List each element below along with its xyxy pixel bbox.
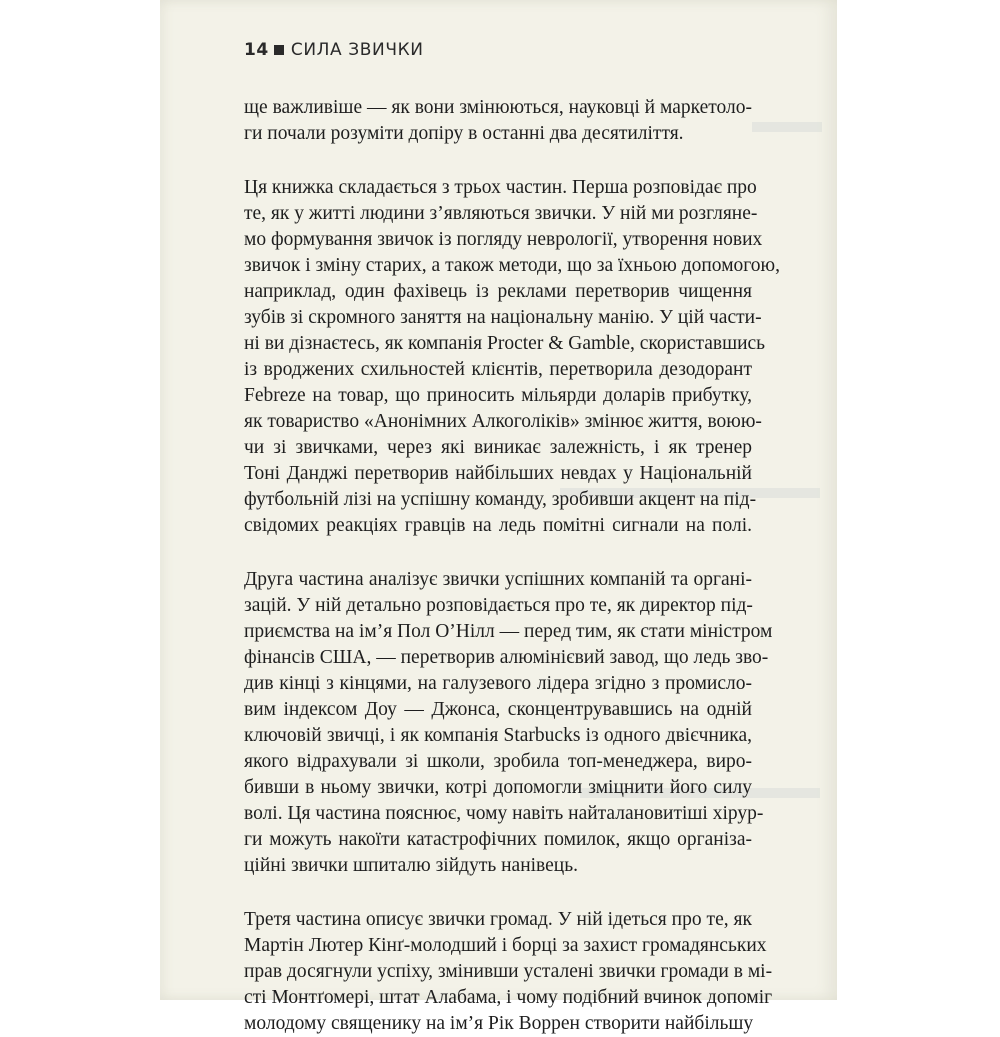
text-line: якого відрахували зі школи, зробила топ-менеджера, виро- <box>244 751 752 772</box>
text-line: те, як у житті людини з’являються звички. У ній ми розгляне- <box>244 203 758 224</box>
text-line: мо формування звичок із погляду неврології, утворення нових <box>244 229 763 250</box>
text-line: бивши в ньому звички, котрі допомогли зміцнити його силу <box>244 777 752 798</box>
text-line: ційні звички шпиталю зійдуть нанівець. <box>244 855 579 876</box>
text-line: волі. Ця частина пояснює, чому навіть найталановитіші хірур- <box>244 803 764 824</box>
bleed-through-mark <box>752 122 822 132</box>
text-line: Друга частина аналізує звички успішних компаній та органі- <box>244 569 752 590</box>
text-line: приємства на ім’я Пол О’Нілл — перед тим, як стати міністром <box>244 621 773 642</box>
running-head <box>244 40 424 60</box>
text-line: чи зі звичками, через які виникає залежність, і як тренер <box>244 437 752 458</box>
book-page <box>160 0 837 1034</box>
paragraph <box>244 95 752 147</box>
text-line: ги почали розуміти допіру в останні два десятиліття. <box>244 123 684 144</box>
text-line: Мартін Лютер Кінґ-молодший і борці за захист громадянських <box>244 935 767 956</box>
page-number: 14 <box>244 40 269 60</box>
text-line: Ця книжка складається з трьох частин. Перша розповідає про <box>244 177 757 198</box>
paragraph <box>244 175 780 539</box>
text-line: звичок і зміну старих, а також методи, що за їхньою допомогою, <box>244 255 780 276</box>
text-line: ще важливіше — як вони змінюються, науковці й маркетоло- <box>244 97 752 118</box>
paragraph <box>244 907 773 1037</box>
text-line: Тоні Данджі перетворив найбільших невдах у Національній <box>244 463 752 484</box>
square-bullet-icon <box>274 45 284 55</box>
text-line: молодому священику на ім’я Рік Воррен створити найбільшу <box>244 1013 754 1034</box>
text-line: ні ви дізнаєтесь, як компанія Procter & Gamble, скориставшись <box>244 333 766 354</box>
text-line: із вроджених схильностей клієнтів, перетворила дезодорант <box>244 359 752 380</box>
text-line: фінансів США, — перетворив алюмінієвий завод, що ледь зво- <box>244 647 769 668</box>
text-line: як товариство «Анонімних Алкоголіків» змінює життя, воюю- <box>244 411 762 432</box>
text-line: прав досягнули успіху, змінивши усталені звички громади в мі- <box>244 961 773 982</box>
text-line: ги можуть накоїти катастрофічних помилок, якщо організа- <box>244 829 752 850</box>
text-line: сті Монтґомері, штат Алабама, і чому подібний вчинок допоміг <box>244 987 773 1008</box>
text-line: зацій. У ній детально розповідається про те, як директор під- <box>244 595 753 616</box>
text-line: вим індексом Доу — Джонса, сконцентрувавшись на одній <box>244 699 752 720</box>
text-line: наприклад, один фахівець із реклами перетворив чищення <box>244 281 752 302</box>
text-line: футбольній лізі на успішну команду, зробивши акцент на під- <box>244 489 757 510</box>
paragraph <box>244 567 773 879</box>
text-line: ключовій звичці, і як компанія Starbucks із одного двієчника, <box>244 725 752 746</box>
text-line: свідомих реакціях гравців на ледь помітні сигнали на полі. <box>244 515 752 536</box>
text-line: Febreze на товар, що приносить мільярди доларів прибутку, <box>244 385 752 406</box>
body-text <box>244 95 780 1037</box>
text-line: див кінці з кінцями, на галузевого лідера згідно з промисло- <box>244 673 752 694</box>
text-line: Третя частина описує звички громад. У ній ідеться про те, як <box>244 909 752 930</box>
text-line: зубів зі скромного заняття на національну манію. У цій части- <box>244 307 762 328</box>
book-title: СИЛА ЗВИЧКИ <box>290 40 424 60</box>
